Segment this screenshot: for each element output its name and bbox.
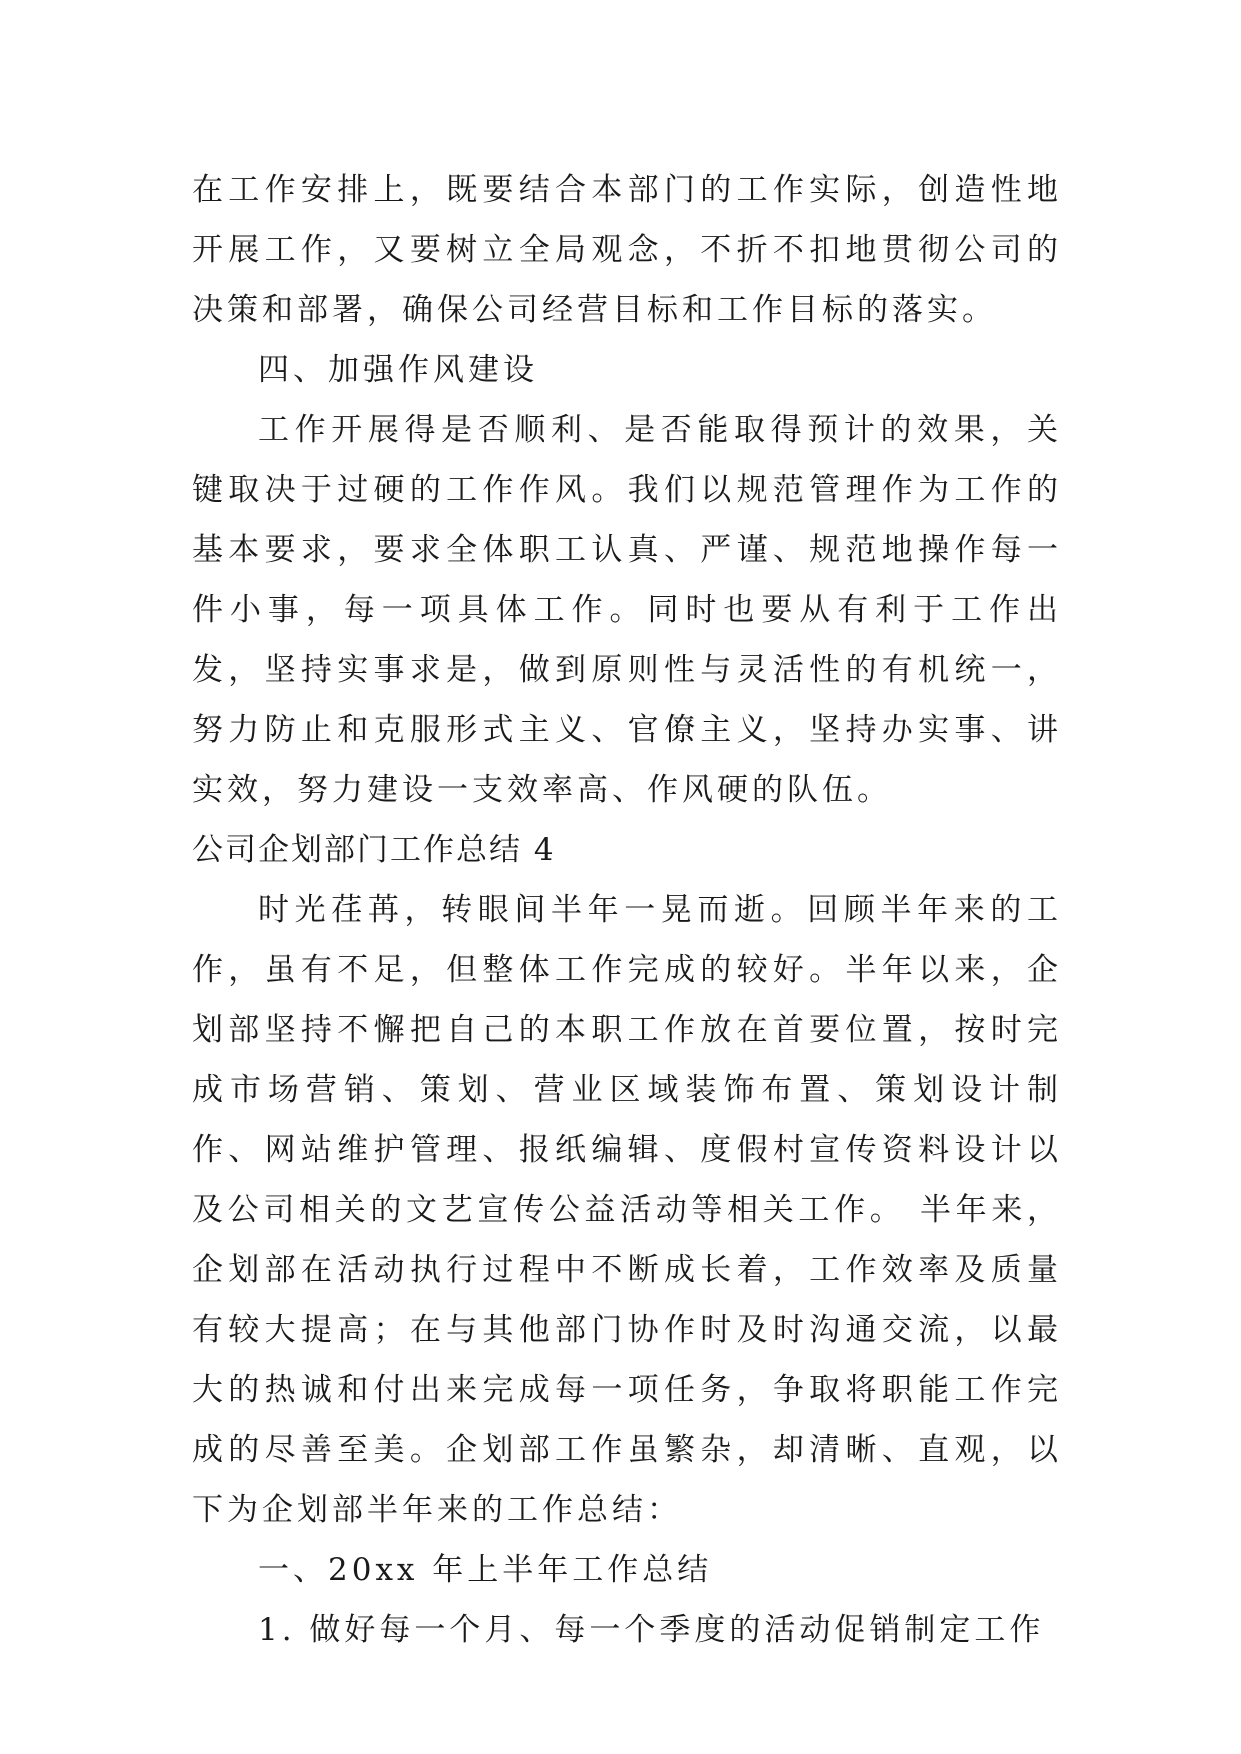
document-body <box>192 160 1062 1660</box>
paragraph-work-arrangement: 在工作安排上，既要结合本部门的工作实际，创造性地开展工作，又要树立全局观念，不折不扣地贯彻公司的决策和部署，确保公司经营目标和工作目标的落实。 <box>192 172 1062 328</box>
subsection-heading-promotions: 1. 做好每一个月、每一个季度的活动促销制定工作 <box>258 1612 1045 1648</box>
section-heading-work-style: 四、加强作风建设 <box>258 352 538 388</box>
paragraph-half-year-review: 时光荏苒，转眼间半年一晃而逝。回顾半年来的工作，虽有不足，但整体工作完成的较好。半年以来，企划部坚持不懈把自己的本职工作放在首要位置，按时完成市场营销、策划、营业区域装饰布置、策划设计制作、网站维护管理、报纸编辑、度假村宣传资料设计以及公司相关的文艺宣传公益活动等相关工作。 半年来，企划部在活动执行过程中不断成长着，工作效率及质量有较大提高；在与其他部门协作时及时沟通交流，以最大的热诚和付出来完成每一项任务，争取将职能工作完成的尽善至美。企划部工作虽繁杂，却清晰、直观，以下为企划部半年来的工作总结： <box>192 892 1062 1528</box>
paragraph-work-style: 工作开展得是否顺利、是否能取得预计的效果，关键取决于过硬的工作作风。我们以规范管理作为工作的基本要求，要求全体职工认真、严谨、规范地操作每一件小事，每一项具体工作。同时也要从有利于工作出发，坚持实事求是，做到原则性与灵活性的有机统一，努力防止和克服形式主义、官僚主义，坚持办实事、讲实效，努力建设一支效率高、作风硬的队伍。 <box>192 412 1062 808</box>
document-title: 公司企划部门工作总结 4 <box>192 832 556 868</box>
section-heading-summary: 一、20xx 年上半年工作总结 <box>258 1552 713 1588</box>
